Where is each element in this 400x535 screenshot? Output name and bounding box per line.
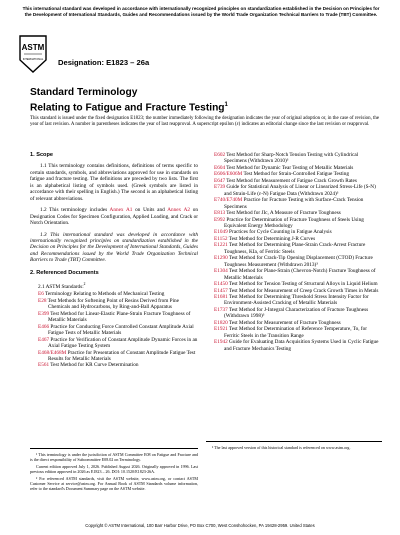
reference-title: Practice for Conducting Force Controlled Constant Amplitude Axial Fatigue Tests of Metallic Materials <box>48 323 194 337</box>
reference-item <box>206 255 382 268</box>
reference-title: Test Method for Sharp-Notch Tension Testing with Cylindrical Specimens (Withdrawn 2010)³ <box>224 152 359 165</box>
designation: Designation: E1823 – 26a <box>58 58 150 67</box>
reference-title: Test Method for Measurement of Fracture Toughness <box>227 319 341 326</box>
reference-title: Test Method for Determining Plane-Strain Crack-Arrest Fracture Toughness, KIa, of Ferritic Steels <box>224 242 366 255</box>
astm-standards-subhead: 2.1 ASTM Standards:$^2$ <box>38 282 86 290</box>
reference-code-link[interactable]: E1221 <box>214 242 228 249</box>
reference-item <box>30 350 198 363</box>
svg-text:ASTM: ASTM <box>21 43 45 52</box>
title-footnote-mark: 1 <box>224 102 228 108</box>
reference-title: Test Method for Linear-Elastic Plane-Strain Fracture Toughness of Metallic Materials <box>48 310 191 324</box>
reference-code-link[interactable]: E1450 <box>214 281 228 288</box>
reference-code-link[interactable]: E1942 <box>214 339 228 346</box>
reference-item <box>206 268 382 281</box>
footnote-3: ³ The last approved version of this historical standard is referenced on www.astm.org. <box>206 441 382 450</box>
reference-code-link[interactable]: E1304 <box>214 268 228 275</box>
reference-item <box>30 362 198 368</box>
reference-code-link[interactable]: E1457 <box>214 287 228 294</box>
scope-1-1: 1.1 This terminology contains definitions, definitions of terms specific to certain standards, symbols, and abbreviations approved for use in standards on fatigue and fracture testing. The definitions are preceded by two lists. The first is an alphabetical listing of symbols used. (Greek symbols are listed in accordance with their spelling in English.) The second is an alphabetical listing of relevant abbreviations. <box>30 163 198 202</box>
reference-title: Test Method for JIc, A Measure of Fracture Toughness <box>225 210 341 217</box>
svg-text:INTERNATIONAL: INTERNATIONAL <box>22 58 44 61</box>
reference-title: Test Methods for Softening Point of Resins Derived from Pine Chemicals and Hydrocarbons, by Ring-and-Ball Apparatus <box>46 297 179 311</box>
scope-heading: 1. Scope <box>30 152 54 158</box>
issuance-statement: This standard is issued under the fixed designation E1823; the number immediately following the designation indicates the year of original adoption or, in the case of revision, the year of last revision. A number in parentheses indicates the year of last reapproval. A superscript epsilon (ε) indicates an editorial change since the last revision or reapproval. <box>30 116 379 128</box>
reference-title: Test Method for Measurement of Fatigue Crack Growth Rates <box>225 177 357 184</box>
reference-code-link[interactable]: E739 <box>214 184 226 191</box>
scope-1-3: 1.3 This international standard was developed in accordance with internationally recognized principles on standardization established in the Decision on Principles for the Development of International Standards, Guides and Recommendations issued by the World Trade Organization Technical Barriers to Trade (TBT) Committee. <box>30 231 198 264</box>
reference-title: Test Method for Dynamic Tear Testing of Metallic Materials <box>225 164 354 171</box>
reference-code-link[interactable]: E399 <box>38 310 50 317</box>
footnotes <box>30 448 198 493</box>
reference-title: Test Method for Plane-Strain (Chevron-Notch) Fracture Toughness of Metallic Materials <box>224 268 376 281</box>
reference-code-link[interactable]: E1921 <box>214 326 228 333</box>
footnote-edition: Current edition approved July 1, 2026. Published August 2026. Originally approved in 1996. Last previous edition approved in 2026 as E1823 – 26. DOI: 10.1520/E1823-26A. <box>30 464 198 474</box>
reference-title: Practice for Presentation of Constant Amplitude Fatigue Test Results for Metallic Materials <box>48 349 196 362</box>
right-column <box>206 152 382 352</box>
title-line-1: Standard Terminology <box>30 87 138 98</box>
reference-title: Practices for Cycle Counting in Fatigue Analysis <box>227 229 332 236</box>
reference-code-link[interactable]: E602 <box>214 152 226 158</box>
scope-1-2: 1.2 This terminology includes Annex A1 on Units and Annex A2 on Designation Codes for Specimen Configuration, Applied Loading, and Crack or Notch Orientation. <box>30 207 198 227</box>
reference-code-link[interactable]: E1737 <box>214 306 228 313</box>
reference-item <box>30 324 198 337</box>
reference-code-link[interactable]: E604 <box>214 164 226 171</box>
copyright-line: Copyright © ASTM International, 100 Barr Harbor Drive, PO Box C700, West Conshohocken, PA 19428-2959. United States <box>85 523 315 528</box>
annex-a2-link[interactable]: Annex A2 <box>167 207 191 214</box>
reference-title: Test Method for Crack-Tip Opening Displacement (CTOD) Fracture Toughness Measurement (Withdrawn 2013)³ <box>224 255 373 268</box>
footnote-1: ¹ This terminology is under the jurisdiction of ASTM Committee E08 on Fatigue and Fracture and is the direct responsibility of Subcommittee E08.02 on Terminology. <box>30 452 198 462</box>
title-line-2: Relating to Fatigue and Fracture Testing$^1$ <box>30 102 228 114</box>
reference-code-link[interactable]: E28 <box>38 297 47 304</box>
reference-item <box>206 294 382 307</box>
reference-item <box>206 339 382 352</box>
astm-logo-icon <box>18 34 48 74</box>
reference-title: Test Method for Measurement of Creep Crack Growth Times in Metals <box>227 287 379 294</box>
right-reference-list <box>206 152 382 352</box>
reference-item <box>206 197 382 210</box>
reference-code-link[interactable]: E813 <box>214 210 226 217</box>
reference-item <box>206 217 382 230</box>
reference-code-link[interactable]: E1290 <box>214 255 228 262</box>
reference-code-link[interactable]: E740/E740M <box>214 197 243 204</box>
reference-code-link[interactable]: E6 <box>38 291 44 298</box>
reference-title: Test Method for Determination of Reference Temperature, To, for Ferritic Steels in the Transition Range <box>224 326 368 339</box>
reference-title: Terminology Relating to Methods of Mechanical Testing <box>43 291 165 298</box>
document-title <box>30 86 370 114</box>
wto-notice: This international standard was developed in accordance with internationally recognized principles on standardization established in the Decision on Principles for the Development of International Standards, Guides and Recommendations issued by the World Trade Organization Technical Barriers to Trade (TBT) Committee. <box>22 6 380 17</box>
reference-code-link[interactable]: E467 <box>38 336 50 343</box>
left-reference-list <box>30 291 198 368</box>
reference-title: Guide for Statistical Analysis of Linear or Linearized Stress-Life (S-N) and Strain-Life (ε-N) Fatigue Data (Withdrawn 2024)³ <box>224 184 376 197</box>
reference-code-link[interactable]: E468/E468M <box>38 349 67 356</box>
reference-code-link[interactable]: E1820 <box>214 319 228 326</box>
reference-item <box>30 337 198 350</box>
reference-code-link[interactable]: E992 <box>214 216 226 223</box>
reference-title: Test Method for Tension Testing of Structural Alloys in Liquid Helium <box>227 281 378 288</box>
reference-title: Practice for Fracture Testing with Surface-Crack Tension Specimens <box>224 197 364 210</box>
referenced-documents-heading: 2. Referenced Documents <box>30 269 99 276</box>
reference-title: Test Method for Determining Threshold Stress Intensity Factor for Environment-Assisted Cracking of Metallic Materials <box>224 293 369 307</box>
reference-item <box>30 298 198 311</box>
reference-code-link[interactable]: E647 <box>214 177 226 184</box>
reference-item <box>206 326 382 339</box>
reference-title: Practice for Verification of Constant Amplitude Dynamic Forces in an Axial Fatigue Testing System <box>48 336 198 350</box>
reference-item <box>206 184 382 197</box>
reference-title: Test Method for Determining J-R Curves <box>227 235 316 242</box>
reference-code-link[interactable]: E466 <box>38 323 50 330</box>
reference-item <box>206 242 382 255</box>
reference-title: Practice for Determination of Fracture Toughness of Steels Using Equivalent Energy Methodology <box>224 216 364 229</box>
reference-title: Test Method for KR Curve Determination <box>49 362 139 369</box>
reference-code-link[interactable]: E1049 <box>214 229 228 236</box>
reference-code-link[interactable]: E561 <box>38 362 50 369</box>
reference-item <box>206 307 382 320</box>
reference-code-link[interactable]: E1681 <box>214 293 228 300</box>
reference-title: Guide for Evaluating Data Acquisition Systems Used in Cyclic Fatigue and Fracture Mechanics Testing <box>224 339 379 352</box>
reference-title: Test Method for Strain-Controlled Fatigue Testing <box>242 171 349 178</box>
footnote-2: ² For referenced ASTM standards, visit the ASTM website, www.astm.org, or contact ASTM Customer Service at service@astm.org. For Annual Book of ASTM Standards volume information, refer to the standard's Document Summary page on the ASTM website. <box>30 476 198 491</box>
left-column <box>30 152 198 369</box>
reference-item <box>206 152 382 165</box>
reference-code-link[interactable]: E1152 <box>214 235 228 242</box>
reference-code-link[interactable]: E606/E606M <box>214 171 243 178</box>
reference-title: Test Method for J-Integral Characterization of Fracture Toughness (Withdrawn 1998)³ <box>224 306 369 320</box>
reference-item <box>30 311 198 324</box>
annex-a1-link[interactable]: Annex A1 <box>109 207 133 214</box>
